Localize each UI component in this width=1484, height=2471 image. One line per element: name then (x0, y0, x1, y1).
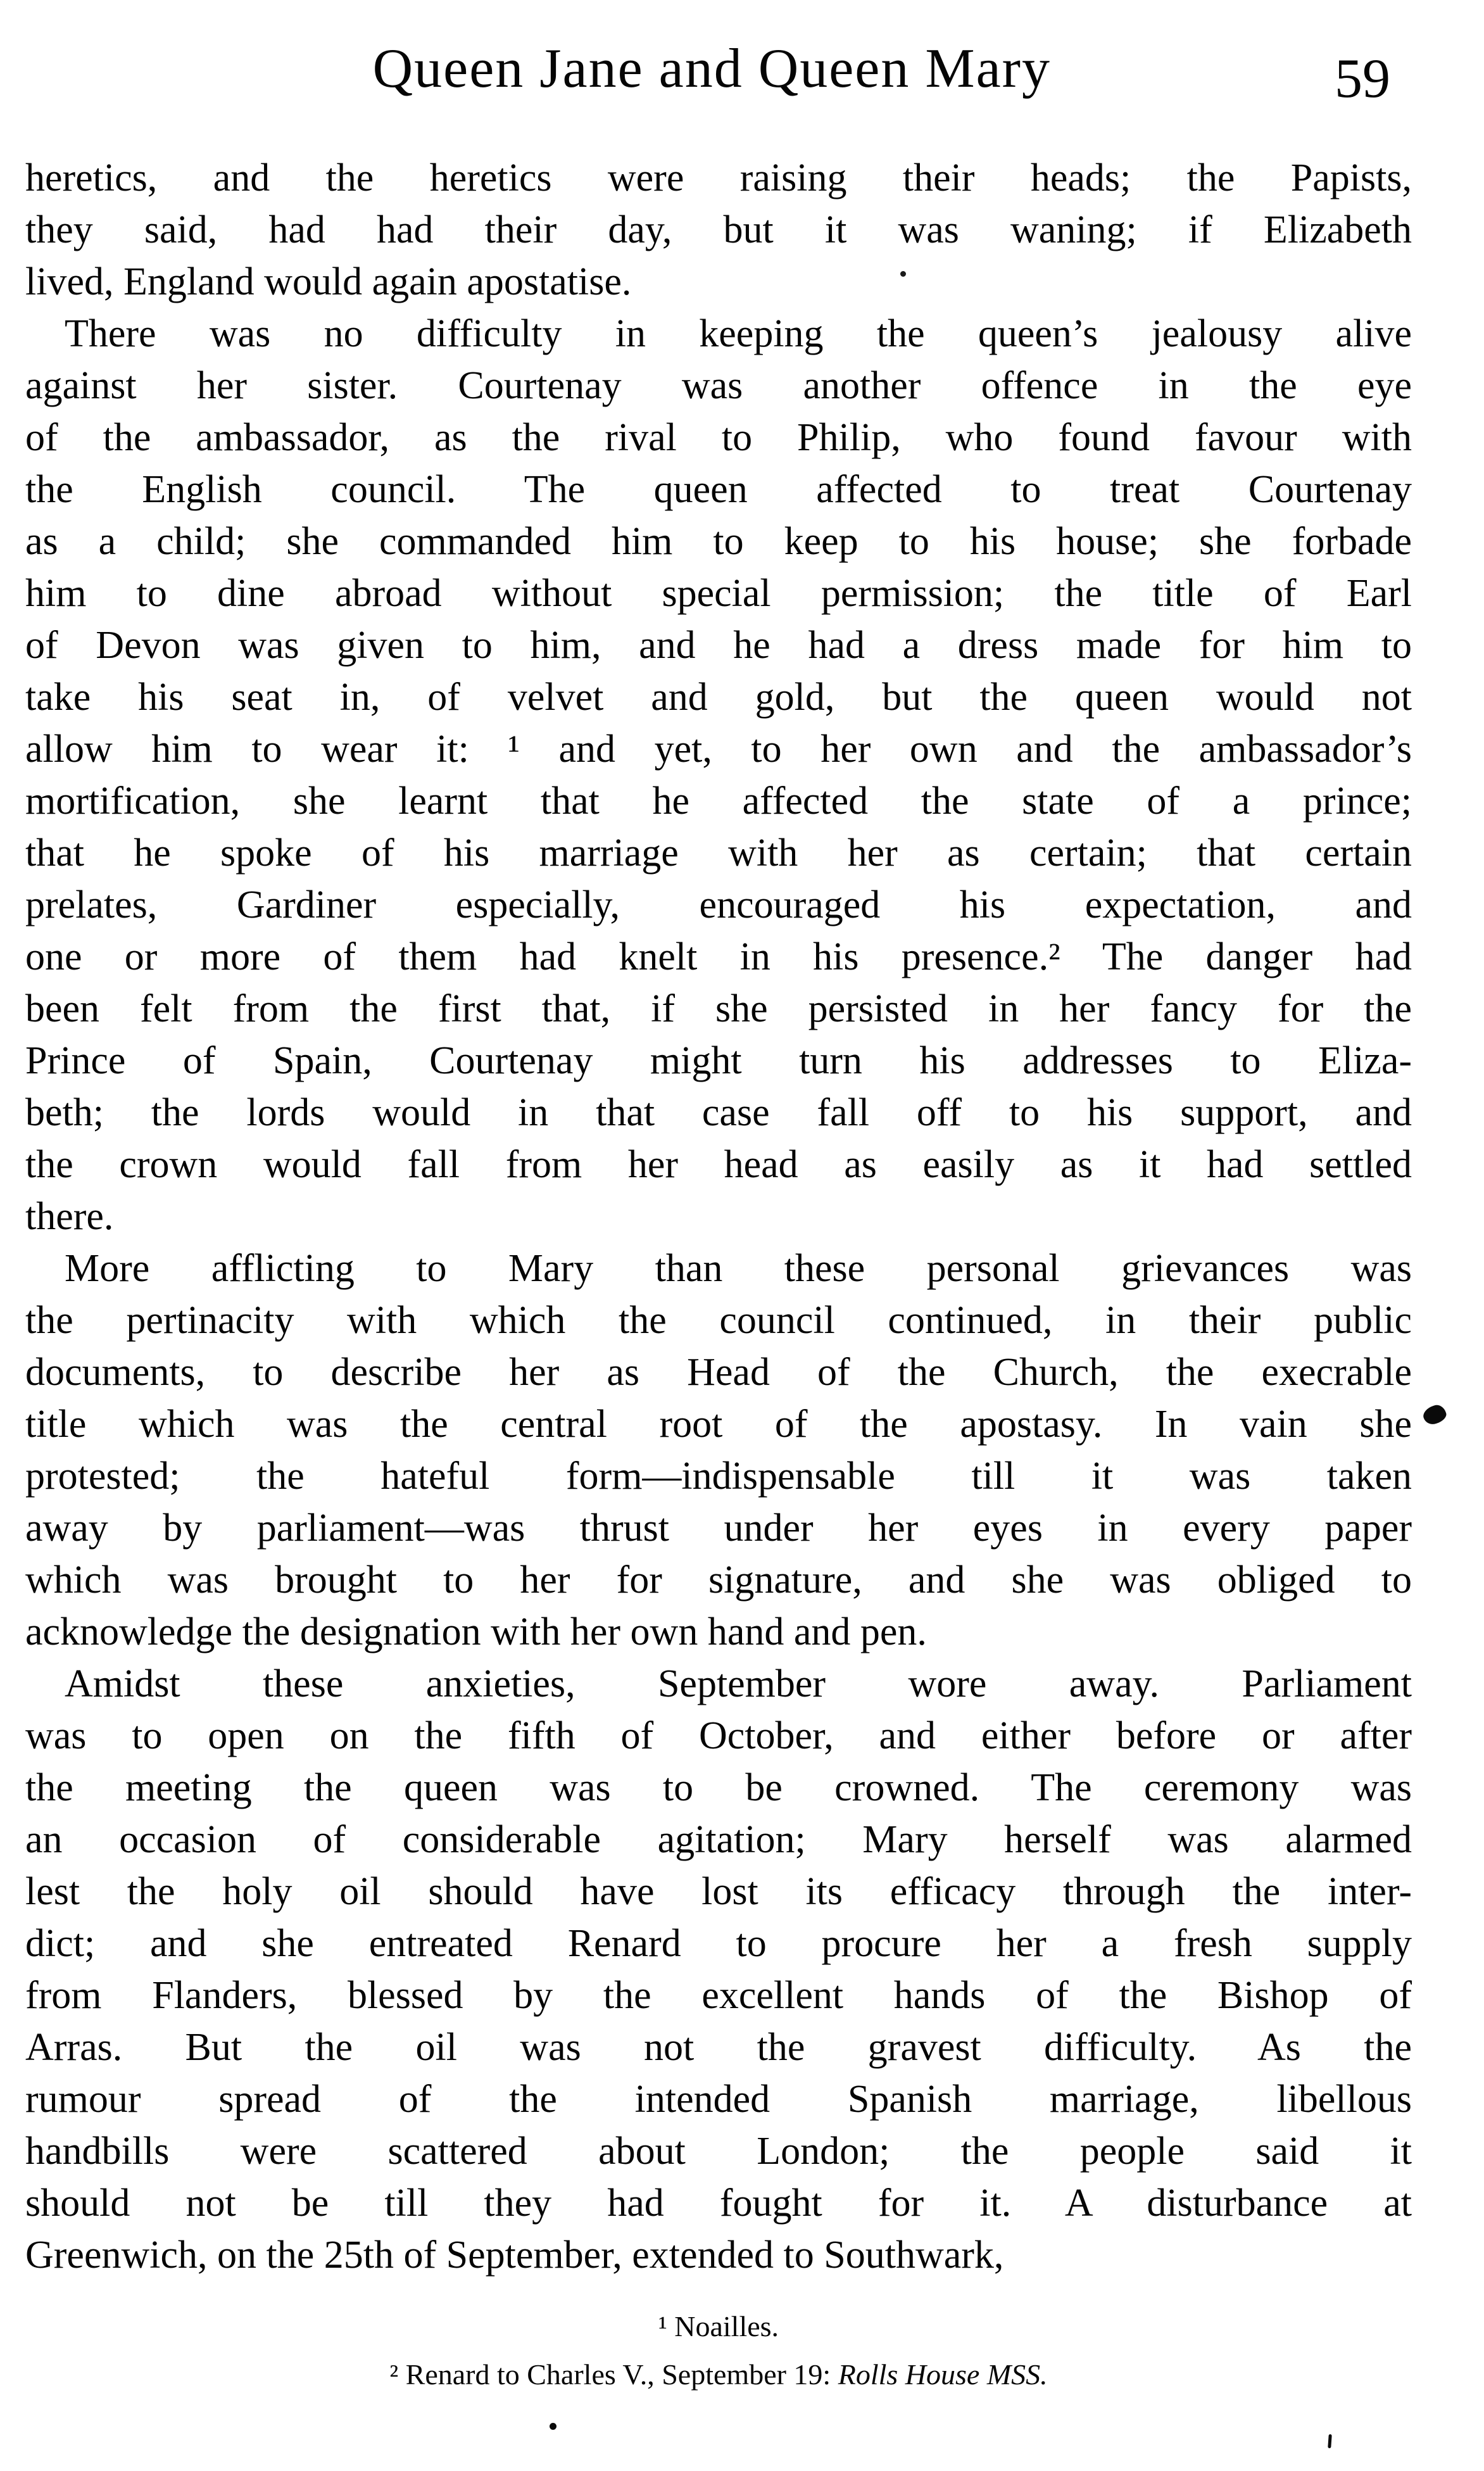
stray-dot-after-apostatise (900, 271, 906, 277)
text-line: lived, England would again apostatise. (25, 260, 632, 303)
footnote-2 (25, 2351, 1412, 2399)
text-line: one or more of them had knelt in his presence.² The danger had (25, 935, 1412, 978)
text-line: should not be till they had fought for it. A disturbance at (25, 2182, 1412, 2225)
footnote-2-source: Rolls House MSS. (838, 2358, 1048, 2391)
text-line: away by parliament—was thrust under her eyes in every paper (25, 1507, 1412, 1550)
text-line: More afflicting to Mary than these personal grievances was (65, 1247, 1412, 1290)
text-line: of the ambassador, as the rival to Philip, who found favour with (25, 416, 1412, 459)
text-line: title which was the central root of the apostasy. In vain she (25, 1403, 1412, 1446)
text-line: Amidst these anxieties, September wore away. Parliament (65, 1662, 1412, 1705)
text-line: prelates, Gardiner especially, encouraged his expectation, and (25, 883, 1412, 926)
text-line: which was brought to her for signature, and she was obliged to (25, 1558, 1412, 1602)
text-line: as a child; she commanded him to keep to his house; she forbade (25, 520, 1412, 563)
text-line: mortification, she learnt that he affected the state of a prince; (25, 780, 1412, 823)
text-line: heretics, and the heretics were raising their heads; the Papists, (25, 156, 1412, 199)
ink-blob-mark (1421, 1403, 1449, 1427)
text-line: that he spoke of his marriage with her as certain; that certain (25, 831, 1412, 875)
footnotes (25, 2303, 1412, 2399)
text-line: rumour spread of the intended Spanish marriage, libellous (25, 2078, 1412, 2121)
paragraph (25, 1658, 1412, 2281)
paragraph (25, 152, 1412, 308)
text-line: they said, had had their day, but it was waning; if Elizabeth (25, 208, 1412, 251)
page-header (25, 37, 1412, 132)
running-title: Queen Jane and Queen Mary (372, 38, 1051, 99)
text-line: of Devon was given to him, and he had a dress made for him to (25, 624, 1412, 667)
text-line: beth; the lords would in that case fall off to his support, and (25, 1091, 1412, 1134)
text-line: There was no difficulty in keeping the queen’s jealousy alive (65, 312, 1412, 355)
paragraph (25, 308, 1412, 1242)
text-line: the crown would fall from her head as easily as it had settled (25, 1143, 1412, 1186)
page-number: 59 (1335, 48, 1390, 110)
text-line: against her sister. Courtenay was another offence in the eye (25, 364, 1412, 407)
text-line: the pertinacity with which the council continued, in their public (25, 1299, 1412, 1342)
text-line: protested; the hateful form—indispensable till it was taken (25, 1455, 1412, 1498)
text-line: acknowledge the designation with her own hand and pen. (25, 1610, 927, 1653)
stray-tick-bottom-right (1328, 2434, 1332, 2448)
text-line: Prince of Spain, Courtenay might turn his addresses to Eliza- (25, 1039, 1412, 1082)
stray-dot-under-footnote (550, 2423, 556, 2430)
text-line: allow him to wear it: ¹ and yet, to her own and the ambassador’s (25, 728, 1412, 771)
text-block (25, 152, 1412, 2281)
paragraph (25, 1242, 1412, 1658)
text-line: take his seat in, of velvet and gold, but the queen would not (25, 676, 1412, 719)
text-line: him to dine abroad without special permission; the title of Earl (25, 572, 1412, 615)
text-line: documents, to describe her as Head of the Church, the execrable (25, 1351, 1412, 1394)
text-line: been felt from the first that, if she persisted in her fancy for the (25, 987, 1412, 1030)
text-line: dict; and she entreated Renard to procure her a fresh supply (25, 1922, 1412, 1965)
text-line: the English council. The queen affected to treat Courtenay (25, 468, 1412, 511)
footnote-1 (25, 2303, 1412, 2351)
text-line: Arras. But the oil was not the gravest difficulty. As the (25, 2026, 1412, 2069)
text-line: from Flanders, blessed by the excellent hands of the Bishop of (25, 1974, 1412, 2017)
text-line: there. (25, 1195, 114, 1238)
text-line: the meeting the queen was to be crowned. The ceremony was (25, 1766, 1412, 1809)
text-line: handbills were scattered about London; the people said it (25, 2130, 1412, 2173)
text-line: lest the holy oil should have lost its efficacy through the inter- (25, 1870, 1412, 1913)
footnote-1-text: ¹ Noailles. (658, 2310, 779, 2342)
text-line: Greenwich, on the 25th of September, extended to Southwark, (25, 2234, 1004, 2277)
footnote-2-citation: ² Renard to Charles V., September 19: (389, 2358, 838, 2391)
text-line: an occasion of considerable agitation; Mary herself was alarmed (25, 1818, 1412, 1861)
text-line: was to open on the fifth of October, and either before or after (25, 1714, 1412, 1757)
